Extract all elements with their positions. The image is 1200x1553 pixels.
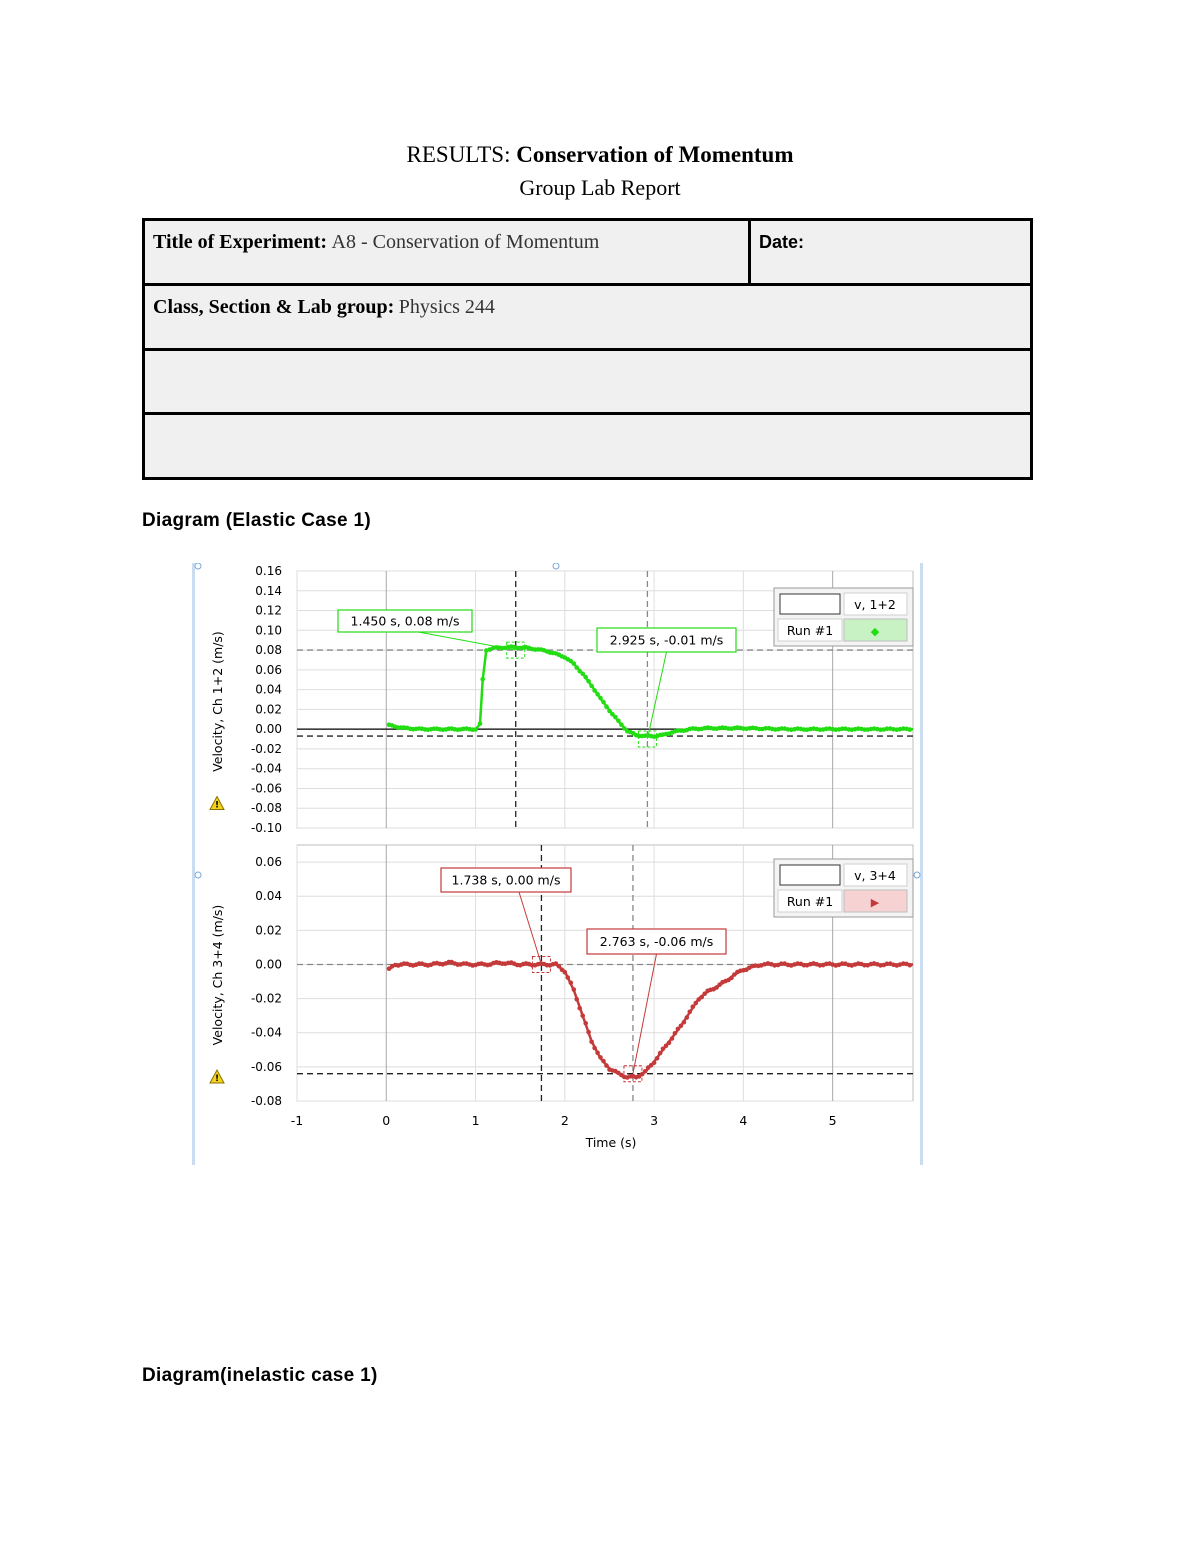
chart2-data-point — [586, 1030, 591, 1035]
chart1-data-point — [619, 722, 624, 727]
x-tick-label: -1 — [290, 1113, 304, 1128]
chart1-data-point — [616, 719, 621, 724]
chart2-y-tick-label: -0.02 — [250, 991, 282, 1006]
chart2-legend-swatch — [780, 865, 840, 885]
chart2-data-point — [688, 1010, 693, 1015]
chart2-y-tick-label: -0.04 — [250, 1025, 282, 1040]
chart2-data-point — [589, 1040, 594, 1045]
chart2-data-point — [685, 1015, 690, 1020]
chart1-data-point — [473, 727, 478, 732]
chart2-data-point — [557, 964, 562, 969]
chart1-warning-mark: ! — [214, 800, 220, 811]
experiment-value: A8 - Conservation of Momentum — [331, 231, 600, 253]
chart1-legend-series-label: v, 1+2 — [854, 597, 896, 612]
chart2-data-point — [655, 1056, 660, 1061]
chart2-data-point — [577, 1006, 582, 1011]
elastic-heading: Diagram (Elastic Case 1) — [142, 510, 371, 531]
class-label: Class, Section & Lab group: — [153, 296, 395, 318]
chart1-data-point — [478, 721, 483, 726]
chart2-y-axis-label: Velocity, Ch 3+4 (m/s) — [210, 904, 225, 1046]
x-tick-label: 4 — [739, 1113, 748, 1128]
chart2-data-point — [583, 1021, 588, 1026]
chart2-data-point — [572, 987, 577, 992]
empty-row-3 — [144, 350, 1032, 414]
chart1-data-point — [592, 688, 597, 693]
chart1-annotation-text: 2.925 s, -0.01 m/s — [609, 632, 724, 648]
x-axis-label: Time (s) — [585, 1135, 637, 1150]
chart2-y-tick-label: -0.06 — [250, 1059, 282, 1074]
chart1-legend-marker: ◆ — [870, 625, 880, 638]
experiment-info-table — [142, 218, 1033, 480]
chart1-data-point — [480, 677, 485, 682]
velocity-figure — [192, 563, 923, 1165]
class-value: Physics 244 — [398, 296, 495, 318]
chart2-data-point — [569, 981, 574, 986]
frame-handle — [553, 563, 559, 569]
chart1-data-point — [604, 704, 609, 709]
chart1-data-point — [613, 715, 618, 720]
chart1-data-point — [586, 679, 591, 684]
chart1-annotation-text: 1.450 s, 0.08 m/s — [350, 613, 460, 629]
chart2-data-point — [908, 963, 913, 968]
chart2-data-point — [580, 1013, 585, 1018]
x-tick-label: 1 — [471, 1113, 480, 1128]
chart1-y-tick-label: 0.04 — [255, 682, 282, 697]
frame-handle — [195, 563, 201, 569]
chart2-data-point — [643, 1069, 648, 1074]
chart1-y-tick-label: 0.16 — [255, 564, 282, 578]
date-label: Date: — [759, 232, 805, 252]
chart1-data-point — [574, 665, 579, 670]
frame-handle — [914, 872, 920, 878]
report-subtitle: Group Lab Report — [519, 175, 681, 200]
chart1-y-tick-label: -0.04 — [250, 761, 282, 776]
chart1-y-tick-label: -0.02 — [250, 741, 282, 756]
chart1-legend-run-label: Run #1 — [786, 623, 834, 638]
chart1-data-point — [595, 692, 600, 697]
chart2-data-point — [682, 1020, 687, 1025]
chart2-y-tick-label: 0.04 — [255, 889, 282, 904]
chart2-warning-mark: ! — [214, 1074, 220, 1084]
chart1-data-point — [598, 696, 603, 701]
chart1-y-tick-label: 0.12 — [255, 603, 282, 618]
x-tick-label: 2 — [560, 1113, 569, 1128]
title-prefix: RESULTS: — [406, 142, 511, 167]
x-tick-label: 0 — [382, 1113, 391, 1128]
chart1-data-point — [589, 684, 594, 689]
title-main: Conservation of Momentum — [516, 142, 794, 167]
x-tick-label: 3 — [650, 1113, 659, 1128]
chart1-y-tick-label: 0.08 — [255, 643, 282, 658]
chart1-data-point — [601, 700, 606, 705]
chart2-data-point — [563, 970, 568, 975]
class-cell — [144, 285, 1032, 350]
chart2-annotation-text: 2.763 s, -0.06 m/s — [599, 934, 714, 949]
velocity-charts — [192, 563, 923, 1165]
chart2-data-point — [658, 1051, 663, 1056]
experiment-cell — [144, 220, 750, 285]
chart2-data-point — [592, 1046, 597, 1051]
chart2-data-point — [595, 1051, 600, 1056]
chart1-data-point — [583, 675, 588, 680]
chart2-y-tick-label: 0.00 — [255, 957, 282, 972]
chart2-legend-series-label: v, 3+4 — [854, 868, 896, 883]
chart1-y-tick-label: -0.08 — [250, 801, 282, 816]
chart1-y-tick-label: -0.10 — [250, 821, 282, 835]
chart2-y-tick-label: -0.08 — [250, 1094, 282, 1108]
chart1-y-tick-label: 0.14 — [255, 583, 282, 598]
chart1-legend-swatch — [780, 594, 840, 614]
chart2-data-point — [679, 1024, 684, 1029]
inelastic-heading: Diagram(inelastic case 1) — [142, 1365, 378, 1386]
experiment-label: Title of Experiment: — [153, 231, 328, 253]
chart2-data-point — [566, 975, 571, 980]
frame-handle — [195, 872, 201, 878]
chart1-data-point — [572, 661, 577, 666]
chart1-data-point — [908, 727, 913, 732]
chart2-data-point — [673, 1031, 678, 1036]
chart1-y-axis-label: Velocity, Ch 1+2 (m/s) — [210, 631, 225, 772]
empty-row-4 — [144, 414, 1032, 479]
chart2-data-point — [574, 997, 579, 1002]
chart1-y-tick-label: -0.06 — [250, 781, 282, 796]
chart2-data-point — [691, 1004, 696, 1009]
chart2-annotation-text: 1.738 s, 0.00 m/s — [451, 872, 561, 888]
chart2-data-point — [604, 1063, 609, 1068]
chart2-data-point — [652, 1060, 657, 1065]
chart2-legend-run-label: Run #1 — [786, 894, 834, 909]
chart2-data-point — [598, 1055, 603, 1060]
chart1-y-tick-label: 0.00 — [255, 722, 282, 737]
chart1-y-tick-label: 0.10 — [255, 623, 282, 638]
chart2-data-point — [667, 1041, 672, 1046]
date-cell — [750, 220, 1032, 285]
chart1-y-tick-label: 0.06 — [255, 662, 282, 677]
report-title — [0, 142, 1200, 168]
x-tick-label: 5 — [828, 1113, 837, 1128]
chart2-y-tick-label: 0.02 — [255, 923, 282, 938]
chart2-y-tick-label: 0.06 — [255, 855, 282, 870]
chart1-y-tick-label: 0.02 — [255, 702, 282, 717]
chart2-data-point — [670, 1036, 675, 1041]
chart2-legend-marker: ▶ — [870, 896, 880, 909]
chart2-data-point — [601, 1059, 606, 1064]
